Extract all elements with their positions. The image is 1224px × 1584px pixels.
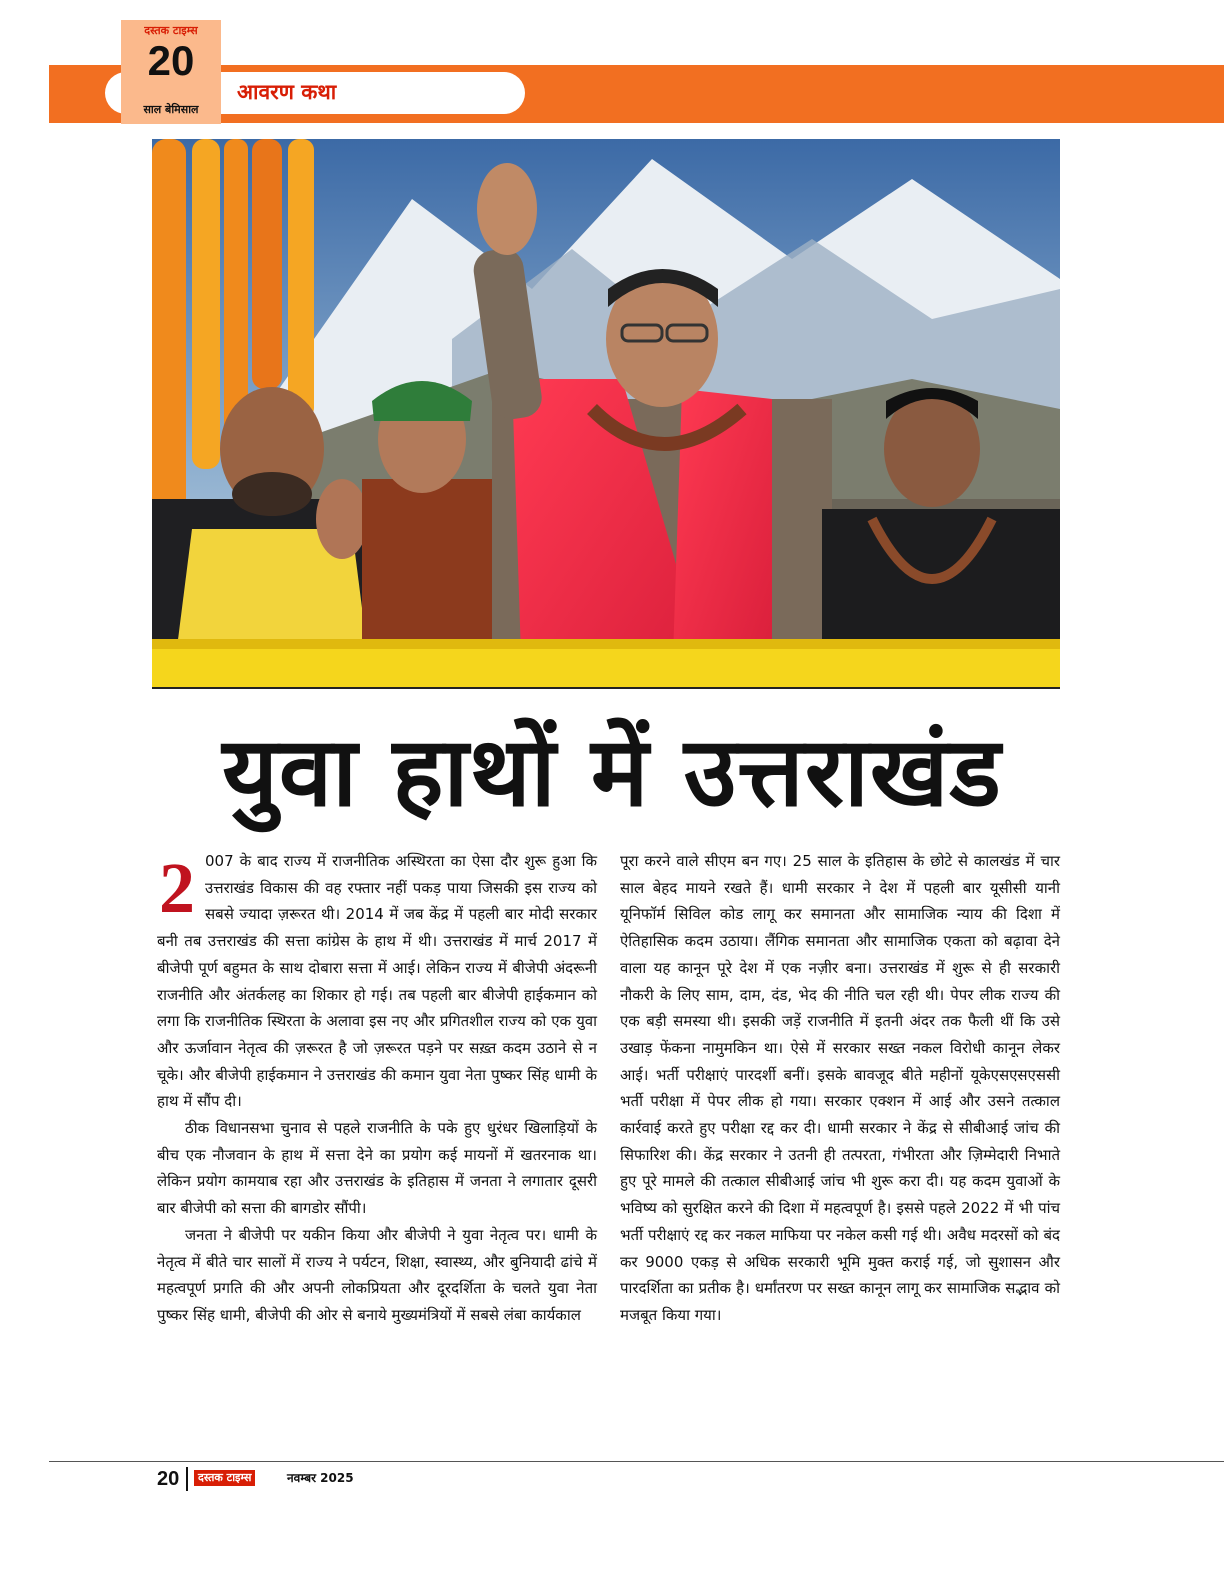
anniversary-badge [121, 20, 221, 124]
article-paragraph: जनता ने बीजेपी पर यकीन किया और बीजेपी ने युवा नेतृत्व पर। धामी के नेतृत्व में बीते चार सालों में राज्य ने पर्यटन, शिक्षा, स्वास्थ्य, और बुनियादी ढांचे में महत्वपूर्ण प्रगति की और अपनी लोकप्रियता और दूरदर्शिता के चलते युवा नेता पुष्कर सिंह धामी, बीजेपी की ओर से बनाये मुख्यमंत्रियों में सबसे लंबा कार्यकाल [157, 1225, 597, 1324]
page-number: 20 [157, 1468, 180, 1490]
article-column-right [620, 848, 1060, 1329]
badge-number: 20 [147, 37, 195, 84]
drop-cap: 2 [159, 848, 195, 928]
article-paragraph: ठीक विधानसभा चुनाव से पहले राजनीति के पके हुए धुरंधर खिलाड़ियों के बीच एक नौजवान के हाथ में सत्ता देने का प्रयोग कई मायनों में खतरनाक था। लेकिन प्रयोग कामयाब रहा और उत्तराखंड के इतिहास में जनता ने लगातार दूसरी बार बीजेपी को सत्ता की बागडोर सौंपी। [157, 1119, 597, 1218]
article-paragraph: 007 के बाद राज्य में राजनीतिक अस्थिरता का ऐसा दौर शुरू हुआ कि उत्तराखंड विकास की वह रफ्तार नहीं पकड़ पाया जिसकी इस राज्य को सबसे ज्यादा ज़रूरत थी। 2014 में जब केंद्र में पहली बार मोदी सरकार बनी तब उत्तराखंड की सत्ता कांग्रेस के हाथ में थी। उत्तराखंड में मार्च 2017 में बीजेपी पूर्ण बहुमत के साथ दोबारा सत्ता में आई। लेकिन राज्य में बीजेपी अंदरूनी राजनीति और अंतर्कलह का शिकार हो गई। तब पहली बार बीजेपी हाईकमान को लगा कि राजनीतिक स्थिरता के अलावा इस नए और प्रगितशील राज्य को एक युवा और ऊर्जावान नेतृत्व की ज़रूरत है जो ज़रूरत पड़ने पर सख़्त कदम उठाने से न चूके। और बीजेपी हाईकमान ने उत्तराखंड की कमान युवा नेता पुष्कर सिंह धामी के हाथ में सौंप दी। [157, 852, 597, 1111]
footer-divider [186, 1467, 188, 1491]
badge-subtitle: साल बेमिसाल [143, 103, 199, 116]
photo-image [152, 139, 1060, 687]
headline: युवा हाथों में उत्तराखंड [222, 716, 1002, 828]
article-column-left [157, 848, 597, 1329]
footer-brand: दस्तक टाइम्स [194, 1470, 255, 1486]
section-label: आवरण कथा [237, 80, 337, 104]
footer-rule [49, 1461, 1224, 1462]
badge-brand: दस्तक टाइम्स [144, 24, 198, 37]
article-paragraph: पूरा करने वाले सीएम बन गए। 25 साल के इतिहास के छोटे से कालखंड में चार साल बेहद मायने रखते हैं। धामी सरकार ने देश में पहली बार यूसीसी यानी यूनिफॉर्म सिविल कोड लागू कर समानता और सामाजिक न्याय की दिशा में ऐतिहासिक कदम उठाया। लैंगिक समानता और सामाजिक एकता को बढ़ावा देने वाला यह कानून पूरे देश में एक नज़ीर बना। उत्तराखंड में शुरू से ही सरकारी नौकरी के लिए साम, दाम, दंड, भेद की नीति चल रही थी। पेपर लीक राज्य की एक बड़ी समस्या थी। इसकी जड़ें राजनीति में इतनी अंदर तक फैली थीं कि उसे उखाड़ फेंकना नामुमकिन था। ऐसे में सरकार सख्त नकल विरोधी कानून लेकर आई। भर्ती परीक्षाएं पारदर्शी बनीं। इसके बावजूद बीते महीनों यूकेएसएसएससी भर्ती परीक्षा में पेपर लीक हो गया। सरकार एक्शन में आई और उसने तत्काल कार्रवाई करते हुए परीक्षा रद्द कर दी। धामी सरकार ने केंद्र से सीबीआई जांच की सिफारिश की। केंद्र सरकार ने उतनी ही तत्परता, गंभीरता और ज़िम्मेदारी निभाते हुए पूरे मामले की तत्काल सीबीआई जांच भी शुरू करा दी। यह कदम युवाओं के भविष्य को सुरक्षित करने की दिशा में महत्वपूर्ण है। इससे पहले 2022 में भी पांच भर्ती परीक्षाएं रद्द कर नकल माफिया पर नकेल कसी गई थी। अवैध मदरसों को बंद कर 9000 एकड़ से अधिक सरकारी भूमि मुक्त कराई गई, जो सुशासन और पारदर्शिता का प्रतीक है। धर्मांतरण पर सख्त कानून लागू कर सामाजिक सद्भाव को मजबूत किया गया। [620, 852, 1060, 1324]
cover-photo [152, 139, 1060, 689]
issue-date: नवम्बर 2025 [287, 1471, 354, 1485]
